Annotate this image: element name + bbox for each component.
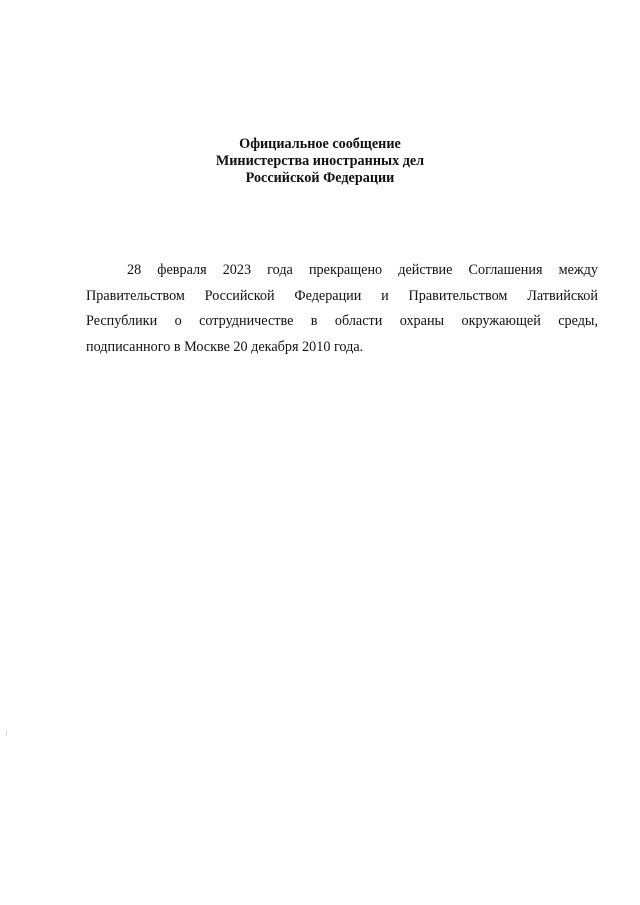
document-title xyxy=(0,136,640,187)
body-line-3: Республики о сотрудничестве в области охраны окружающей среды, xyxy=(86,313,598,329)
scan-artifact xyxy=(6,730,7,736)
body-line-2: Правительством Российской Федерации и Правительством Латвийской xyxy=(86,287,598,304)
body-line-1: 28 февраля 2023 года прекращено действие Соглашения между xyxy=(127,262,598,278)
body-line-4: подписанного в Москве 20 декабря 2010 года. xyxy=(86,338,364,355)
title-line-3: Российской Федерации xyxy=(245,170,395,186)
title-line-2: Министерства иностранных дел xyxy=(215,153,425,169)
document-body xyxy=(86,258,598,360)
title-line-1: Официальное сообщение xyxy=(239,136,401,152)
